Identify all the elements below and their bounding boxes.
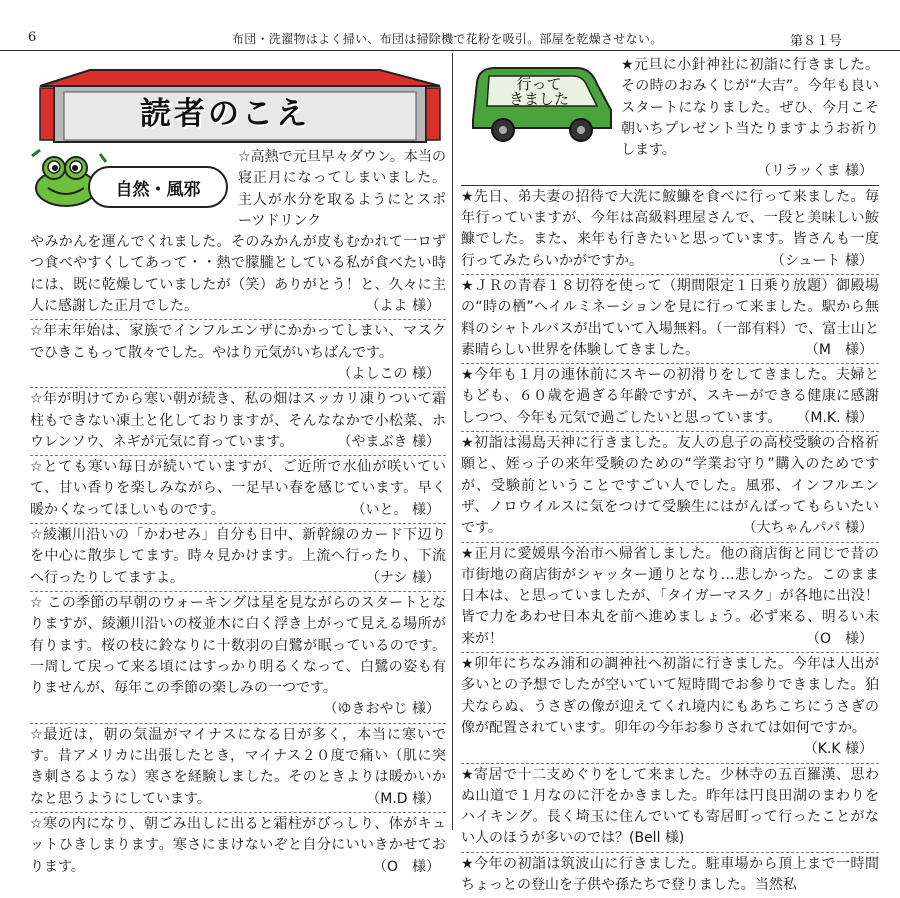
section-title: 読者のこえ (140, 96, 310, 132)
item-text: ☆ この季節の早朝のウォーキングは星を見ながらのスタートとなりますが、綾瀬川沿いの桜並木に白く浮き上がって見える場所が有ります。桜の枝に鈴なりに十数羽の白鷺が眠っているのです。一周して戻って来る頃にはすっかり明るくなって、白鷺の姿も有りませんが、毎年この季節の楽しみの一つです。 (30, 594, 446, 697)
list-item (30, 524, 446, 592)
item-signer: （M 様） (804, 341, 873, 358)
item-text: ☆綾瀬川沿いの「かわせみ」自分も日中、新幹線のカード下辺りを中心に散歩してます。時々見かけます。上流へ行ったり、下流へ行ったりしてますよ。 (30, 527, 446, 586)
issue-number: 第８１号 (790, 34, 843, 49)
item-signer: （よしこの 様） (337, 365, 440, 382)
item-text: ★元旦に小針神社に初詣に行きました。その時のおみくじが“大吉”。今年も良いスタートになりました。ぜひ、今月こそ朝いちプレゼント当たりますようお祈りします。 (621, 57, 879, 159)
item-text: ★卯年にちなみ浦和の調神社へ初詣に行きました。今年は人出が多いとの予想でしたが空いていて短時間でお参りできました。狛犬ならぬ、うさぎの像が迎えてくれ境内にもあちこちにうさぎの像が配置されています。卯年の今年お参りされては如何ですか。 (461, 656, 879, 736)
item-signer: （リラッくま 様） (756, 163, 873, 180)
list-item (461, 543, 879, 653)
item-text: ☆最近は，朝の気温がマイナスになる日が多く，本当に寒いです。昔アメリカに出張したとき，マイナス２０度で痛い（肌に突き刺さるような）寒さを経験しました。そのときよりは暖かいかなと思うようにしています。 (30, 726, 446, 807)
list-item (461, 432, 879, 542)
page-header (0, 0, 900, 51)
item-text: ★先日、弟夫妻の招待で大洗に鮟鱇を食べに行って来ました。毎年行っていますが、今年は高級料理屋さんで、一段と美味しい鮟鱇でした。また、来年も行きたいと思っています。皆さんも一度行ってみたらいかがですか。 (461, 188, 879, 269)
item-text: ★今年の初詣は筑波山に行きました。駐車場から頂上まで一時間ちょっとの登山を子供や孫たちで登りました。当然私 (461, 855, 879, 893)
item-signer: （やまぶき 様） (337, 433, 440, 450)
list-item (461, 54, 879, 186)
list-item (461, 275, 879, 364)
left-items (30, 146, 446, 880)
right-items (461, 54, 879, 898)
item-signer: （O 様） (372, 858, 440, 875)
header-slogan: 布団・洗濯物はよく掃い、布団は掃除機で花粉を吸引。部屋を乾燥させない。 (232, 32, 663, 46)
item-signer: （シュート 様） (770, 252, 873, 269)
item-text: ★初詣は湯島天神に行きました。友人の息子の高校受験の合格祈願と、姪っ子の来年受験のための“学業お守り”購入のためですが、受験前ということですごい人でした。風邪、インフルエンザ、ノロウイルスに気をつけて受験生にはがんばってもらいたいです。 (461, 435, 879, 537)
list-item (30, 456, 446, 524)
list-item (30, 388, 446, 456)
item-text: ☆年が明けてから寒い朝が続き、私の畑はスッカリ凍りついて霜柱もできない凍土と化しておりますが、そんななかで小松菜、ホウレンソウ、ネギが元気に育っています。 (30, 391, 446, 450)
list-item (30, 592, 446, 724)
item-text: ★正月に愛媛県今治市へ帰省しました。他の商店街と同じで昔の市街地の商店街がシャッター通りとなり…悲しかった。このまま日本は、と思っていましたが、「タイガーマスク」が各地に出没！皆で力をあわせ日本丸を前へ進めましょう。必ず来る、明るい未来が！ (461, 545, 879, 647)
item-signer: （K.K 様） (803, 741, 873, 758)
car-label-2: きました (508, 90, 570, 108)
list-item (461, 764, 879, 853)
item-lead-text: ☆高熱で元旦早々ダウン。本当の寝正月になってしまいました。主人が水分を取るようにとスポーツドリンク (238, 149, 446, 229)
item-signer: （M.D 様） (366, 790, 440, 807)
item-signer: （ゆきおやじ 様） (323, 701, 440, 718)
list-item (461, 364, 879, 432)
item-text: ☆寒の内になり、朝ごみ出しに出ると霜柱がびっしり、体がキュットひきしまります。寒さにまけないぞと自分にいいきかせております。 (30, 815, 446, 875)
item-text: ☆とても寒い毎日が続いていますが、ご近所で水仙が咲いていて、甘い香りを楽しみながら、一足早い春を感じています。早く暖かくなってほしいものです。 (30, 459, 446, 518)
item-text: ★寄居で十二支めぐりをして来ました。少林寺の五百羅漢、思わぬ山道で１月なのに汗をかきました。昨年は円良田湖のまわりをハイキング。長く埼玉に住んでいても寄居町って行ったことがない人のほうが多いのでは？(Bell 様) (461, 766, 879, 847)
item-text: ☆年末年始は、家族でインフルエンザにかかってしまい、マスクでひきこもって散々でした。やはり元気がいちばんです。 (30, 323, 446, 361)
list-item (30, 724, 446, 813)
item-signer: （いと。 様） (351, 501, 440, 518)
list-item (30, 813, 446, 880)
list-item (461, 853, 879, 898)
item-signer: （O 様） (805, 630, 873, 647)
item-signer: （大ちゃんパパ 様） (742, 520, 873, 537)
item-text: ★ＪＲの青春１８切符を使って（期間限定１日乗り放題）御殿場の“時の栖”へイルミネーションを見に行って来ました。駅から無料のシャトルバスが出ていて入場無料。（一部有料）で、富士山と素晴らしい世界を体験してきました。 (461, 277, 879, 358)
item-signer: （よよ 様） (365, 298, 440, 315)
item-text: ★今年も１月の連休前にスキーの初滑りをしてきました。夫婦ともども、６０歳を過ぎる年齢ですが、スキーができる健康に感謝しつつ、今年も元気で過ごしたいと思っています。 (461, 367, 879, 426)
item-signer: （M.K. 様） (796, 409, 873, 426)
car-label-1: 行って (516, 75, 562, 93)
page-number: 6 (28, 30, 37, 45)
item-signer: （ナシ 様） (365, 569, 440, 586)
column-divider (452, 53, 453, 830)
list-item (461, 186, 879, 275)
item-text: やみかんを運んでくれました。そのみかんが皮もむかれて一ロずつ食べやすくしてあって・・熱で朦朧としている私が食べたい時には、既に乾燥していましたが（笑）ありがとう！と、久々に主人に感謝した正月でした。 (30, 234, 446, 315)
list-item (30, 320, 446, 388)
list-item (461, 653, 879, 763)
list-item (30, 146, 446, 320)
category-badge: 自然・風邪 (88, 166, 228, 208)
